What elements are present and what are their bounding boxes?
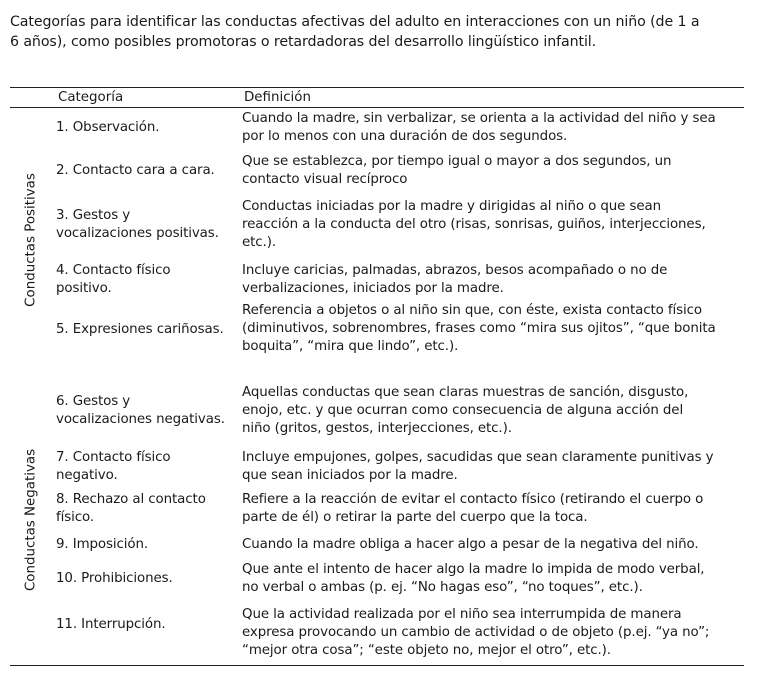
definition-cell xyxy=(242,536,699,554)
category-line: 1. Observación. xyxy=(56,120,160,135)
category-line: 6. Gestos y xyxy=(56,394,131,409)
category-line: 11. Interrupción. xyxy=(56,617,166,632)
caption-line: Categorías para identificar las conductas afectivas del adulto en interacciones con un niño (de 1 a xyxy=(10,14,700,30)
category-line: 10. Prohibiciones. xyxy=(56,571,173,586)
table-bottom-rule xyxy=(10,665,744,666)
definition-cell xyxy=(242,262,667,298)
caption-line: 6 años), como posibles promotoras o retardadoras del desarrollo lingüístico infantil. xyxy=(10,34,597,50)
definition-line: por lo menos con una duración de dos segundos. xyxy=(242,129,568,144)
category-cell xyxy=(56,570,173,588)
header-category: Categoría xyxy=(58,90,124,105)
category-cell xyxy=(56,393,225,429)
definition-line: Que la actividad realizada por el niño sea interrumpida de manera xyxy=(242,607,682,622)
definition-cell xyxy=(242,491,703,527)
category-line: positivo. xyxy=(56,281,112,296)
definition-line: Referencia a objetos o al niño sin que, con éste, exista contacto físico xyxy=(242,303,703,318)
definition-line: Conductas iniciadas por la madre y dirigidas al niño o que sean xyxy=(242,199,661,214)
definition-line: no verbal o ambas (p. ej. “No hagas eso”, “no toques”, etc.). xyxy=(242,580,643,595)
definition-cell xyxy=(242,561,704,597)
definition-line: (diminutivos, sobrenombres, frases como “mira sus ojitos”, “que bonita xyxy=(242,321,716,336)
definition-line: Cuando la madre obliga a hacer algo a pesar de la negativa del niño. xyxy=(242,537,699,552)
definition-cell xyxy=(242,449,713,485)
definition-line: Cuando la madre, sin verbalizar, se orienta a la actividad del niño y sea xyxy=(242,111,716,126)
category-cell xyxy=(56,162,215,180)
definition-cell xyxy=(242,153,671,189)
definition-cell xyxy=(242,302,716,356)
definition-line: verbalizaciones, iniciados por la madre. xyxy=(242,281,504,296)
category-line: negativo. xyxy=(56,468,118,483)
definition-line: Que ante el intento de hacer algo la madre lo impida de modo verbal, xyxy=(242,562,705,577)
category-line: 9. Imposición. xyxy=(56,537,149,552)
definition-line: Que se establezca, por tiempo igual o mayor a dos segundos, un xyxy=(242,154,672,169)
definition-line: niño (gritos, gestos, interjecciones, etc.). xyxy=(242,421,512,436)
header-rule xyxy=(10,107,744,108)
category-line: 2. Contacto cara a cara. xyxy=(56,163,215,178)
category-cell xyxy=(56,262,170,298)
definition-line: Aquellas conductas que sean claras muestras de sanción, disgusto, xyxy=(242,385,689,400)
category-cell xyxy=(56,321,224,339)
definition-line: contacto visual recíproco xyxy=(242,172,408,187)
definition-line: boquita”, “mira que lindo”, etc.). xyxy=(242,339,459,354)
category-line: vocalizaciones positivas. xyxy=(56,226,219,241)
table-caption xyxy=(10,12,762,52)
header-definition: Definición xyxy=(244,90,311,105)
category-cell xyxy=(56,536,148,554)
definition-line: expresa provocando un cambio de actividad o de objeto (p.ej. “ya no”; xyxy=(242,625,710,640)
definition-line: etc.). xyxy=(242,235,276,250)
definition-line: Incluye caricias, palmadas, abrazos, besos acompañado o no de xyxy=(242,263,668,278)
definition-cell xyxy=(242,384,688,438)
definition-line: reacción a la conducta del otro (risas, sonrisas, guiños, interjecciones, xyxy=(242,217,706,232)
category-line: 5. Expresiones cariñosas. xyxy=(56,322,224,337)
definition-cell xyxy=(242,198,706,252)
group-label-positive: Conductas Positivas xyxy=(23,173,39,307)
category-line: físico. xyxy=(56,510,95,525)
definition-cell xyxy=(242,606,709,660)
category-line: 4. Contacto físico xyxy=(56,263,171,278)
definition-line: enojo, etc. y que ocurran como consecuencia de alguna acción del xyxy=(242,403,684,418)
definition-line: “mejor otra cosa”; “este objeto no, mejor el otro”, etc.). xyxy=(242,643,611,658)
definition-line: que sean iniciados por la madre. xyxy=(242,468,458,483)
category-cell xyxy=(56,207,219,243)
group-label-negative: Conductas Negativas xyxy=(23,448,39,592)
category-cell xyxy=(56,449,170,485)
category-line: vocalizaciones negativas. xyxy=(56,412,225,427)
definition-line: Incluye empujones, golpes, sacudidas que sean claramente punitivas y xyxy=(242,450,714,465)
table-top-rule xyxy=(10,87,744,88)
definition-line: parte de él) o retirar la parte del cuerpo que la toca. xyxy=(242,510,588,525)
definition-cell xyxy=(242,110,716,146)
definition-line: Refiere a la reacción de evitar el contacto físico (retirando el cuerpo o xyxy=(242,492,704,507)
category-cell xyxy=(56,616,166,634)
category-cell xyxy=(56,491,206,527)
category-line: 8. Rechazo al contacto xyxy=(56,492,206,507)
category-cell xyxy=(56,119,159,137)
category-line: 3. Gestos y xyxy=(56,208,131,223)
category-line: 7. Contacto físico xyxy=(56,450,171,465)
